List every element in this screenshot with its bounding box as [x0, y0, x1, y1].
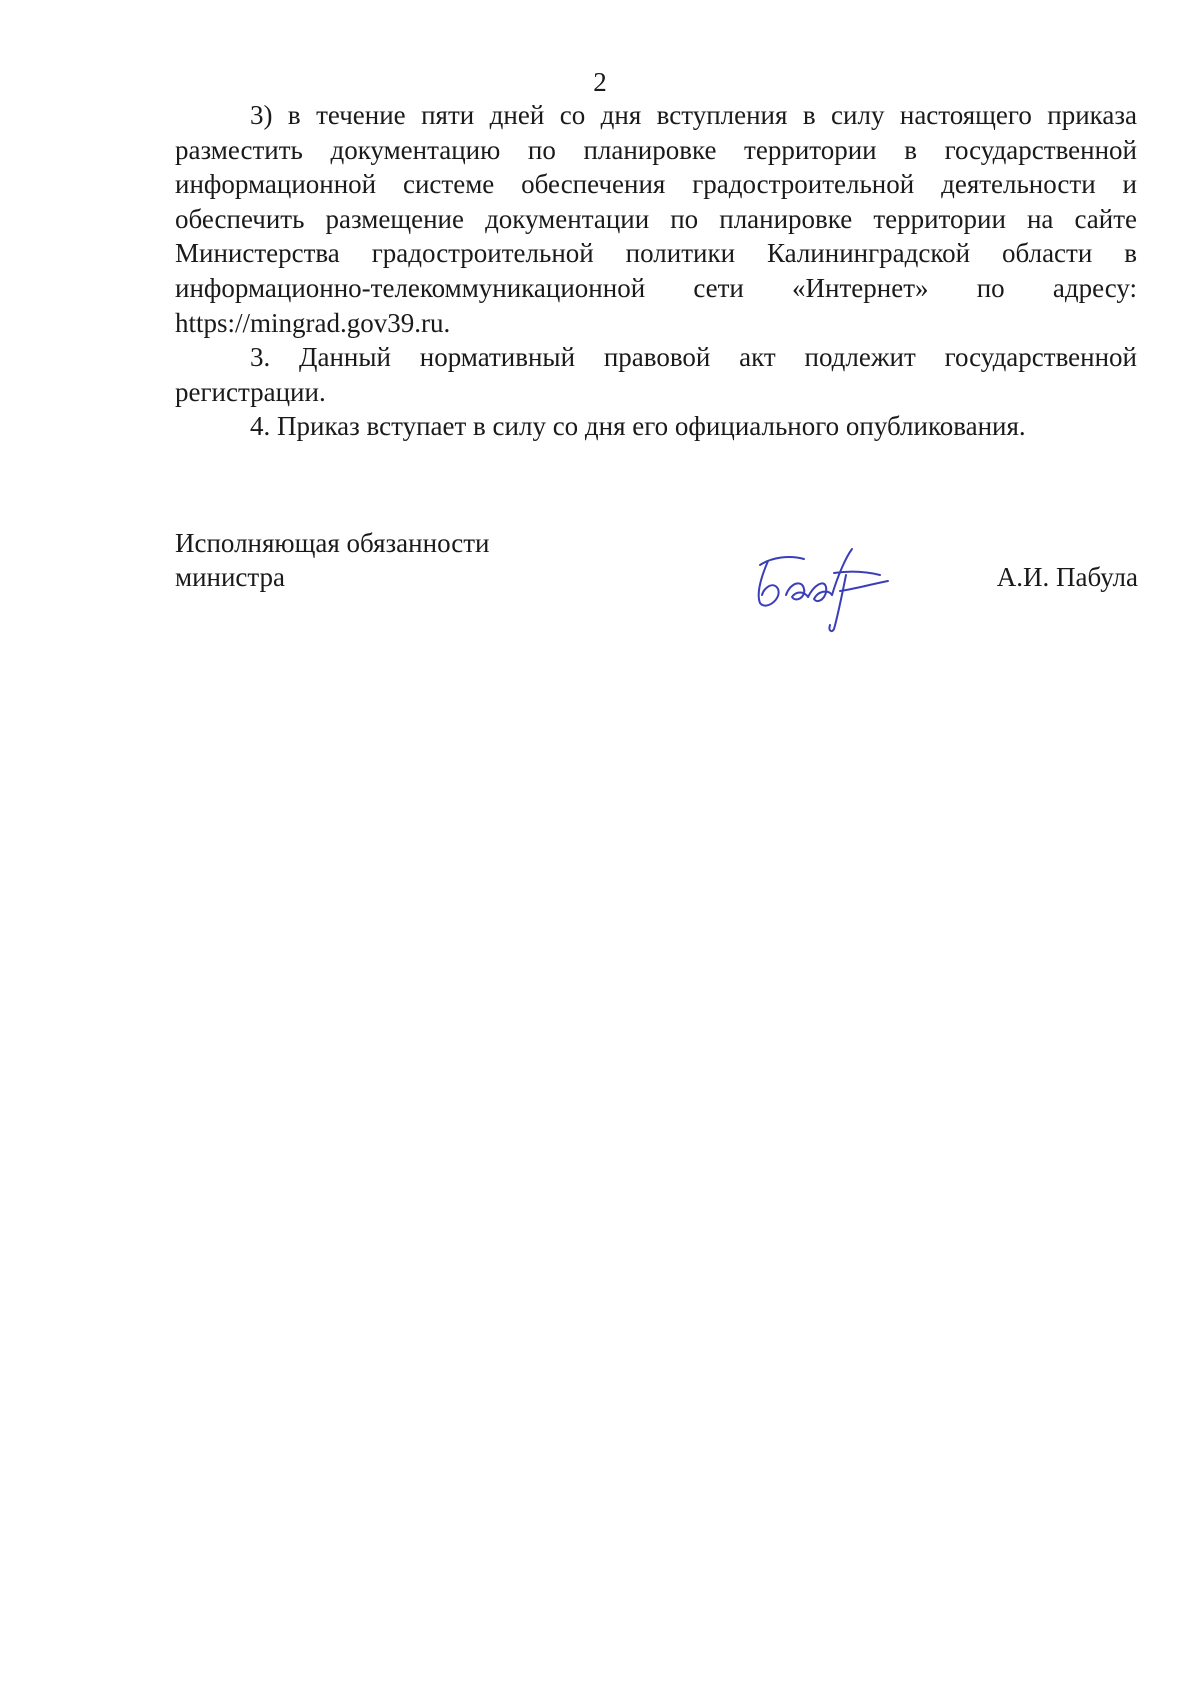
paragraph-clause-4: 4. Приказ вступает в силу со дня его официального опубликования.	[250, 411, 1026, 442]
signer-position-line-1: Исполняющая обязанности	[175, 528, 490, 558]
paragraph-clause-3: 3. Данный нормативный правовой акт подлежит государственной регистрации.	[175, 342, 1137, 407]
document-body	[175, 98, 1137, 444]
signer-position-line-2: министра	[175, 562, 286, 592]
page-number: 2	[593, 67, 607, 97]
handwritten-signature	[742, 535, 902, 635]
signer-position	[175, 526, 489, 594]
signer-name: А.И. Пабула	[996, 562, 1138, 592]
paragraph-item-3: 3) в течение пяти дней со дня вступления в силу настоящего приказа разместить документацию по планировке территории в государственной информационной системе обеспечения градостроительной деятельности и обеспечить размещение документации по планировке территории на сайте Министерства градостроительной политики Калининградской области в информационно-телекоммуникационной сети «Интернет» по адресу: https://mingrad.gov39.ru.	[175, 100, 1137, 338]
